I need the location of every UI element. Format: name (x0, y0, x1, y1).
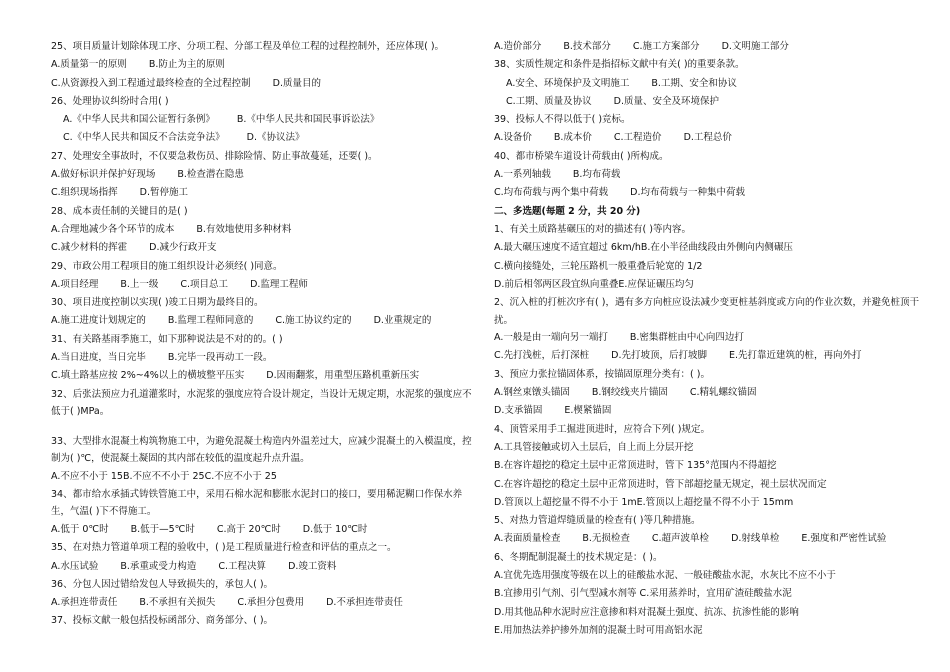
question-text: A.不应不小于 15B.不应不不小于 25C.不应不小于 25 (51, 470, 277, 482)
question-text: 36、分包人因过错给发包人导致损失的，承包人( )。 (51, 578, 274, 590)
question-text: 2、沉入桩的打桩次序有( )，遇有多方向桩应设法减少变更桩基斜度或方向的作业次数，并避免桩顶干扰。 (494, 297, 919, 326)
option-text: C.填土路基应按 2%~4%以上的横坡整平压实 (51, 370, 245, 382)
answer-options (494, 166, 924, 184)
answer-options (51, 349, 481, 367)
question-text: 26、处理协议纠纷时合用( ) (51, 95, 169, 107)
question-text: C.横向接缝处，三轮压路机一般重叠后轮宽的 1/2 (494, 260, 703, 272)
question-text: 6、冬期配制混凝土的技术规定是：( )。 (494, 551, 663, 563)
option-text: A.承担连带责任 (51, 597, 118, 609)
option-text: D.先打坡顶，后打坡脚 (611, 350, 707, 362)
answer-options (51, 111, 481, 129)
option-text: A.造价部分 (494, 41, 542, 52)
option-text: A.钢丝束镦头锚固 (494, 387, 570, 399)
option-text: C.项目总工 (180, 278, 229, 290)
question-text: 34、都市给水承插式铸铁管施工中，采用石棉水泥和膨胀水泥封口的接口，要用稀泥糊口作保水养生，气温( )下不得施工。 (51, 488, 463, 518)
question-text: 32、后张法预应力孔道灌浆时，水泥浆的强度应符合设计规定，当设计无规定期，水泥浆的强度应不低于( )MPa。 (51, 388, 472, 418)
option-text: D.射线单检 (731, 533, 780, 545)
option-text: D.支承锚固 (494, 405, 543, 417)
answer-options (51, 276, 481, 294)
option-text: C.超声波单检 (651, 533, 710, 545)
option-text: B.防止为主的原则 (148, 59, 225, 71)
answer-options (51, 166, 481, 184)
option-text: A.合理地减少各个环节的成本 (51, 223, 175, 235)
blank-gap (51, 421, 481, 433)
option-text: B.均布荷载 (572, 169, 621, 181)
option-text: A.质量第一的原则 (51, 59, 127, 71)
question-text: 30、项目进度控制以实现( )竣工日期为最终目的。 (51, 297, 264, 309)
option-text: C.均布荷载与两个集中荷载 (494, 187, 609, 199)
option-text: C.减少材料的挥霍 (51, 242, 128, 254)
answer-options (51, 521, 481, 539)
answer-options (494, 530, 924, 548)
option-text: D.《协议法》 (246, 132, 305, 144)
option-text: D.业重规定的 (373, 315, 432, 327)
option-text: A.一系列轴载 (494, 169, 551, 181)
option-text: B.完毕一段再动工一段。 (167, 352, 273, 364)
option-text: E.先打靠近建筑的桩，再向外打 (729, 350, 862, 362)
answer-options (51, 129, 481, 147)
option-text: A.施工进度计划规定的 (51, 315, 146, 327)
answer-options (51, 221, 481, 239)
answer-options (51, 184, 481, 202)
question-text: 35、在对热力管道单项工程的验收中，( )是工程质量进行检查和评估的重点之一。 (51, 542, 397, 554)
answer-options (494, 38, 924, 56)
option-text: D.不承担连带责任 (326, 597, 403, 609)
option-text: C.精轧螺纹锚固 (689, 387, 757, 399)
question-text: B.在容许超挖的稳定土层中正常顶进时，管下 135°范围内不得超挖 (494, 460, 777, 472)
option-text: B.检查潜在隐患 (177, 169, 244, 181)
question-text: B.宜掺用引气剂、引气型减水剂等 C.采用蒸养时，宜用矿渣硅酸盐水泥 (494, 588, 792, 600)
option-text: C.高于 20℃时 (216, 523, 281, 535)
right-column (494, 38, 924, 640)
option-text: C.工期、质量及协议 (506, 95, 592, 107)
option-text: C.工程决算 (218, 560, 267, 572)
option-text: D.工程总价 (683, 132, 732, 144)
answer-options (494, 129, 924, 147)
option-text: C.施工协议约定的 (275, 315, 352, 327)
option-text: E.楔紧锚固 (564, 405, 612, 417)
answer-options (51, 367, 481, 385)
option-text: B.技术部分 (563, 41, 611, 52)
option-text: B.上一级 (120, 278, 159, 290)
option-text: C.先打浅桩，后打深桩 (494, 350, 590, 362)
question-text: 1、有关土质路基碾压的对的描述有( )等内容。 (494, 223, 691, 235)
question-text: 28、成本责任制的关键目的是( ) (51, 205, 188, 217)
option-text: A.设备价 (494, 132, 532, 144)
answer-options (494, 329, 924, 347)
option-text: A.低于 0℃时 (51, 523, 109, 535)
option-text: A.表面质量检查 (494, 533, 561, 545)
option-text: B.无损检查 (582, 533, 630, 545)
question-text: C.在容许超挖的稳定土层中正常顶进时，管下部超挖量无规定，视土层状况而定 (494, 478, 827, 490)
option-text: A.项目经理 (51, 278, 99, 290)
answer-options (51, 594, 481, 612)
option-text: A.水压试验 (51, 560, 99, 572)
question-text: 5、对热力管道焊缝质量的检查有( )等几种措施。 (494, 515, 701, 527)
option-text: C.组织现场指挥 (51, 187, 118, 199)
option-text: D.文明施工部分 (721, 41, 789, 52)
question-text: 27、处理安全事故时，不仅要急救伤员、排除险情、防止事故蔓延，还要( )。 (51, 150, 378, 162)
option-text: D.质量目的 (272, 77, 321, 89)
answer-options (51, 558, 481, 576)
answer-options (494, 184, 924, 202)
answer-options (494, 402, 924, 420)
answer-options (494, 93, 924, 111)
option-text: B.有效地使用多种材料 (196, 223, 292, 235)
option-text: B.成本价 (553, 132, 592, 144)
question-text: D.管顶以上超挖量不得不小于 1mE.管顶以上超挖量不得不小于 15mm (494, 496, 794, 508)
answer-options (51, 312, 481, 330)
answer-options (51, 56, 481, 74)
option-text: B.钢绞线夹片锚固 (591, 387, 668, 399)
question-text: E.用加热法养护掺外加剂的混凝土时可用高铝水泥 (494, 624, 703, 636)
question-text: 25、项目质量计划除体现工序、分项工程、分部工程及单位工程的过程控制外，还应体现( )。 (51, 41, 445, 52)
option-text: E.强度和严密性试验 (801, 533, 887, 545)
option-text: B.《中华人民共和国民事诉讼法》 (236, 114, 380, 126)
option-text: B.监理工程师同意的 (167, 315, 254, 327)
answer-options (51, 239, 481, 257)
option-text: A.当日进度，当日完毕 (51, 352, 146, 364)
option-text: C.承担分包费用 (237, 597, 305, 609)
option-text: D.因雨翻浆，用重型压路机重新压实 (266, 370, 420, 382)
question-text: 37、投标文献一般包括投标函部分、商务部分、( )。 (51, 615, 274, 627)
option-text: B.低于—5℃时 (130, 523, 195, 535)
option-text: D.低于 10℃时 (302, 523, 368, 535)
question-text: 4、顶管采用手工掘进顶进时，应符合下列( )规定。 (494, 423, 710, 435)
option-text: B.密集群桩由中心向四边打 (629, 332, 744, 344)
answer-options (494, 75, 924, 93)
left-column (51, 38, 481, 631)
option-text: D.监理工程师 (250, 278, 308, 290)
question-text: 40、都市桥梁车道设计荷载由( )所构成。 (494, 150, 669, 162)
question-text: A.工具管接触或切入土层后，自上而上分层开挖 (494, 441, 694, 453)
question-text: A.最大碾压速度不适宜超过 6km/hB.在小半径曲线段由外侧向内侧碾压 (494, 242, 793, 254)
option-text: D.暂停施工 (139, 187, 188, 199)
question-text: D.前后相邻两区段宜纵向重叠E.应保证碾压均匀 (494, 278, 694, 290)
option-text: A.安全、环境保护及文明施工 (506, 77, 630, 89)
question-text: 33、大型排水混凝土构筑物施工中，为避免混凝土构造内外温差过大，应减少混凝土的入模温度，控制为( )℃，使混凝土凝固的其内部在较低的温度起升点升温。 (51, 435, 472, 465)
option-text: B.承重或受力构造 (120, 560, 197, 572)
option-text: C.施工方案部分 (632, 41, 700, 52)
option-text: C.《中华人民共和国反不合法竞争法》 (63, 132, 225, 144)
question-text: 31、有关路基雨季施工，如下那种说法是不对的的。( ) (51, 333, 283, 345)
question-text: 38、实质性规定和条件是指招标文献中有关( )的重要条款。 (494, 59, 745, 71)
option-text: A.做好标识并保护好现场 (51, 169, 156, 181)
option-text: D.均布荷载与一种集中荷载 (630, 187, 745, 199)
answer-options (494, 384, 924, 402)
question-text: 3、预应力张拉锚固体系，按锚固原理分类有：( )。 (494, 368, 710, 380)
answer-options (51, 75, 481, 93)
answer-options (494, 347, 924, 365)
question-text: 29、市政公用工程项目的施工组织设计必须经( )同意。 (51, 260, 283, 272)
option-text: D.减少行政开支 (149, 242, 217, 254)
option-text: C.从资源投入到工程通过最终检查的全过程控制 (51, 77, 251, 89)
option-text: B.不承担有关损失 (139, 597, 216, 609)
question-text: D.用其他品种水泥时应注意掺和料对混凝土强度、抗冻、抗渗性能的影响 (494, 606, 799, 618)
question-text: A.宜优先选用强度等级在以上的硅酸盐水泥、一般硅酸盐水泥，水灰比不应不小于 (494, 570, 836, 582)
section-heading: 二、多选题(每题 2 分，共 20 分) (494, 205, 641, 217)
option-text: B.工期、安全和协议 (651, 77, 737, 89)
option-text: A.一般是由一端向另一端打 (494, 332, 608, 344)
option-text: D.竣工资料 (288, 560, 337, 572)
question-text: 39、投标人不得以低于( )竞标。 (494, 114, 631, 126)
option-text: A.《中华人民共和国公证暂行条例》 (63, 114, 215, 126)
option-text: C.工程造价 (613, 132, 662, 144)
option-text: D.质量、安全及环境保护 (613, 95, 719, 107)
